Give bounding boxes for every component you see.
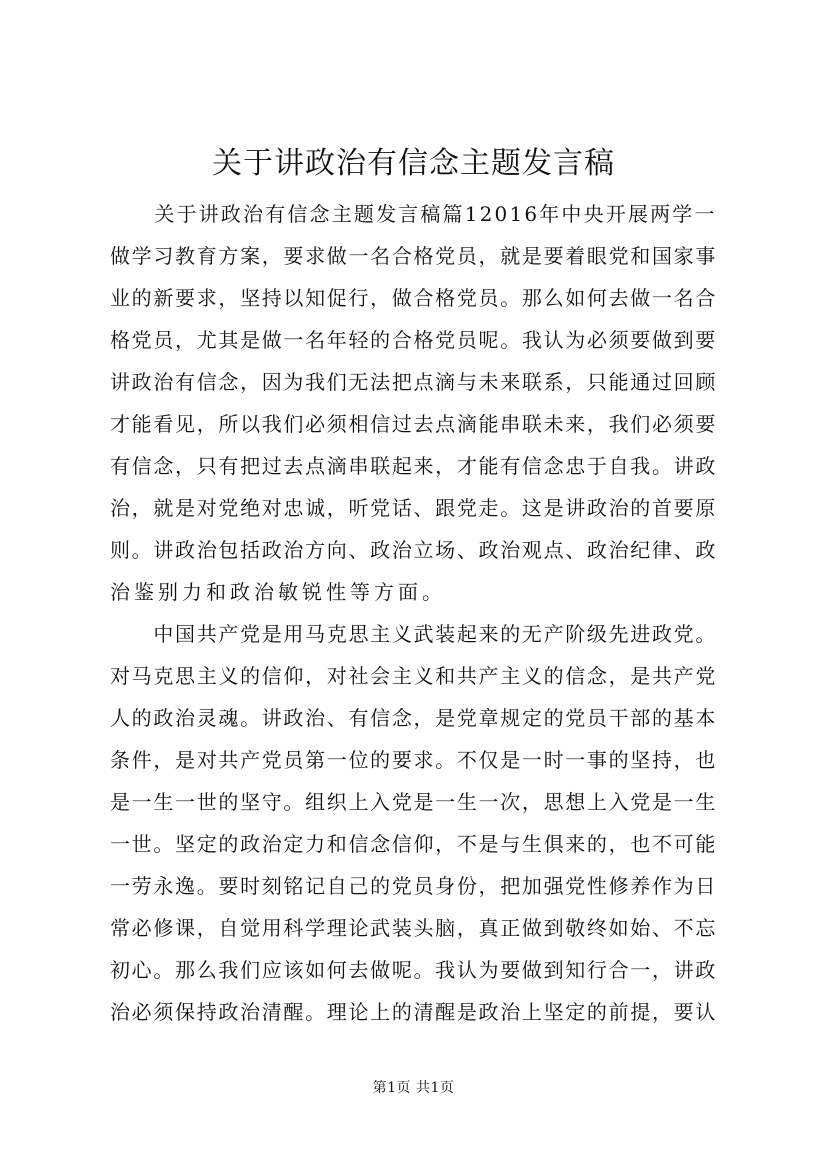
text-line: 格党员，尤其是做一名年轻的合格党员呢。我认为必须要做到要 (110, 328, 717, 352)
text-line: 关于讲政治有信念主题发言稿篇12016年中央开展两学一 (110, 202, 717, 226)
text-line: 则。讲政治包括政治方向、政治立场、政治观点、政治纪律、政 (110, 538, 717, 562)
text-line: 治，就是对党绝对忠诚，听党话、跟党走。这是讲政治的首要原 (110, 496, 717, 520)
text-line: 做学习教育方案，要求做一名合格党员，就是要着眼党和国家事 (110, 244, 717, 268)
text-line: 有信念，只有把过去点滴串联起来，才能有信念忠于自我。讲政 (110, 454, 717, 478)
text-line: 治鉴别力和政治敏锐性等方面。 (110, 580, 446, 604)
text-line: 常必修课，自觉用科学理论武装头脑，真正做到敬终如始、不忘 (110, 916, 717, 940)
text-line: 初心。那么我们应该如何去做呢。我认为要做到知行合一，讲政 (110, 958, 717, 982)
document-title: 关于讲政治有信念主题发言稿 (212, 146, 615, 181)
text-line: 人的政治灵魂。讲政治、有信念，是党章规定的党员干部的基本 (110, 706, 717, 730)
text-line: 是一生一世的坚守。组织上入党是一生一次，思想上入党是一生 (110, 790, 717, 814)
text-line: 一世。坚定的政治定力和信念信仰，不是与生俱来的，也不可能 (110, 832, 717, 856)
page-indicator: 第1页 共1页 (372, 1080, 455, 1096)
text-line: 中国共产党是用马克思主义武装起来的无产阶级先进政党。 (110, 622, 717, 646)
text-line: 业的新要求，坚持以知促行，做合格党员。那么如何去做一名合 (110, 286, 717, 310)
text-line: 对马克思主义的信仰，对社会主义和共产主义的信念，是共产党 (110, 664, 717, 688)
text-line: 治必须保持政治清醒。理论上的清醒是政治上坚定的前提，要认 (110, 1000, 717, 1024)
text-line: 一劳永逸。要时刻铭记自己的党员身份，把加强党性修养作为日 (110, 874, 717, 898)
text-line: 条件，是对共产党员第一位的要求。不仅是一时一事的坚持，也 (110, 748, 717, 772)
text-line: 讲政治有信念，因为我们无法把点滴与未来联系，只能通过回顾 (110, 370, 717, 394)
text-line: 才能看见，所以我们必须相信过去点滴能串联未来，我们必须要 (110, 412, 717, 436)
